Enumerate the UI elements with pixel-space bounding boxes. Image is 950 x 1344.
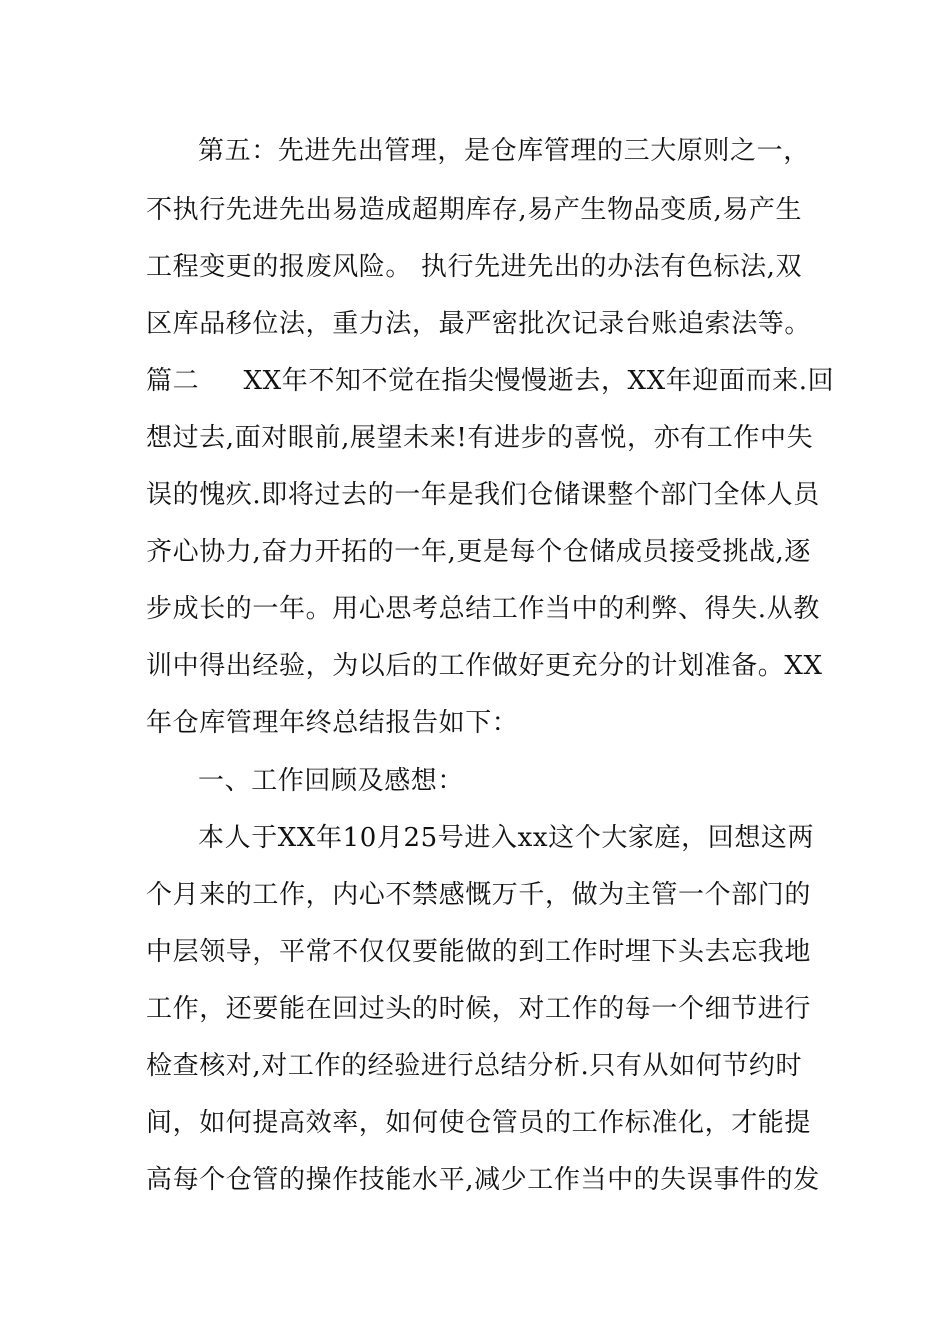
paragraph-line: 本人于XX年10月25号进入xx这个大家庭，回想这两	[198, 823, 815, 853]
paragraph-line: 误的愧疚.即将过去的一年是我们仓储课整个部门全体人员	[146, 480, 820, 510]
paragraph-line: 第五：先进先出管理，是仓库管理的三大原则之一，	[198, 136, 810, 166]
paragraph-line: 想过去,面对眼前,展望未来!有进步的喜悦，亦有工作中失	[146, 423, 814, 453]
paragraph-line: 不执行先进先出易造成超期库存,易产生物品变质,易产生	[146, 195, 803, 225]
paragraph-line: 个月来的工作，内心不禁感慨万千，做为主管一个部门的	[146, 880, 812, 910]
paragraph-line: 高每个仓管的操作技能水平,减少工作当中的失误事件的发	[146, 1165, 820, 1195]
paragraph-line: 检查核对,对工作的经验进行总结分析.只有从如何节约时	[146, 1051, 803, 1081]
paragraph-line: 步成长的一年。用心思考总结工作当中的利弊、得失.从教	[146, 594, 820, 624]
paragraph-line: 年仓库管理年终总结报告如下：	[146, 708, 519, 738]
paragraph-line: 间，如何提高效率，如何使仓管员的工作标准化，才能提	[146, 1108, 812, 1138]
paragraph-line: 工程变更的报废风险。 执行先进先出的办法有色标法,双	[146, 252, 803, 282]
section-heading-line: 篇二 XX年不知不觉在指尖慢慢逝去，XX年迎面而来.回	[146, 366, 835, 396]
paragraph-line: 齐心协力,奋力开拓的一年,更是每个仓储成员接受挑战,逐	[146, 537, 811, 567]
paragraph-line: 区库品移位法，重力法，最严密批次记录台账追索法等。	[146, 309, 812, 339]
paragraph-line: 训中得出经验，为以后的工作做好更充分的计划准备。XX	[146, 651, 823, 681]
paragraph-line: 中层领导，平常不仅仅要能做的到工作时埋下头去忘我地	[146, 937, 812, 967]
subheading-line: 一、工作回顾及感想：	[198, 766, 465, 796]
paragraph-line: 工作，还要能在回过头的时候，对工作的每一个细节进行	[146, 994, 812, 1024]
